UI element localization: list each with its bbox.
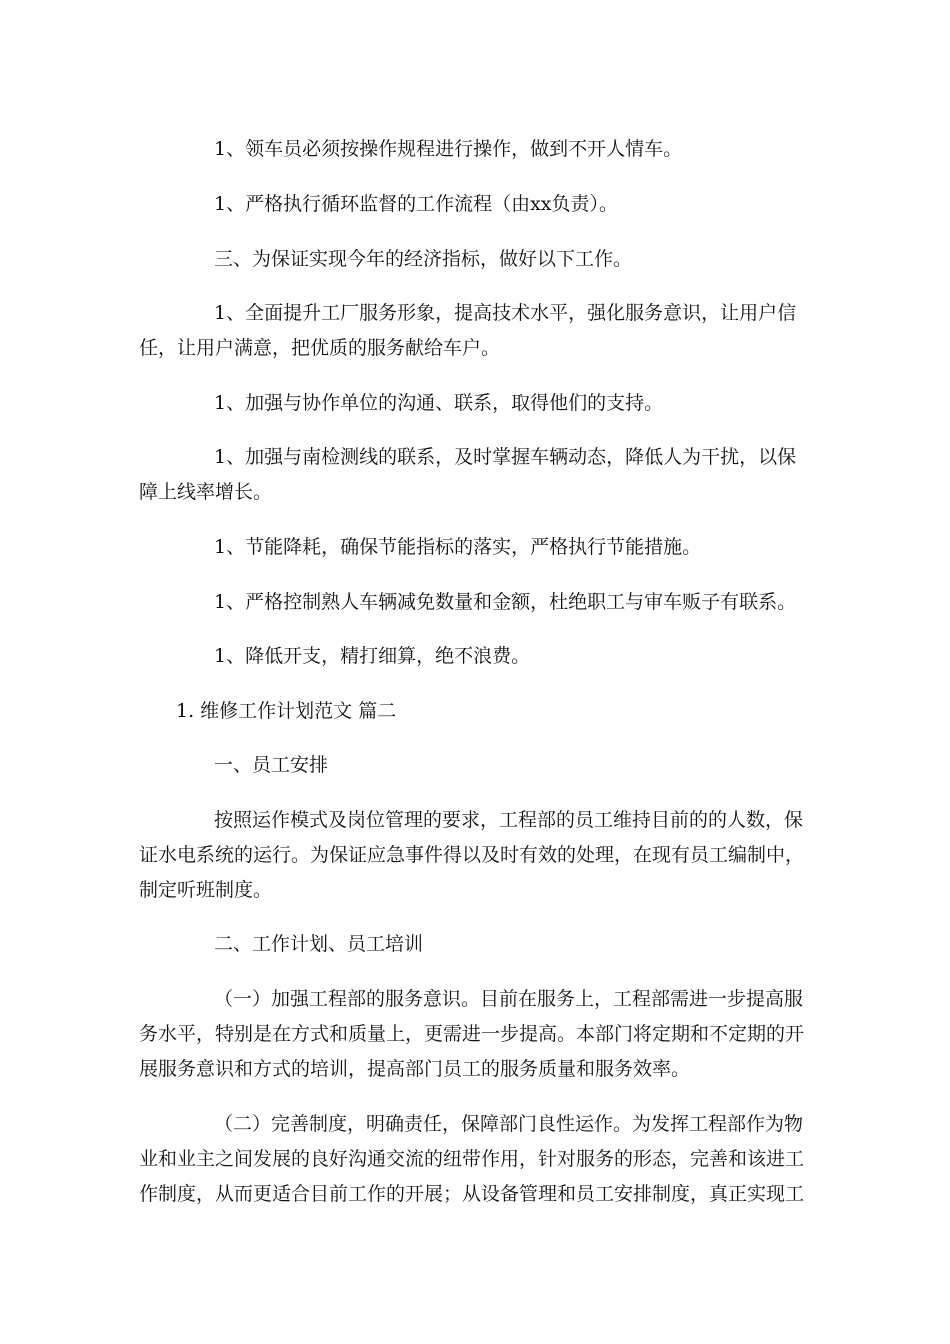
paragraph-line: 制定听班制度。 (139, 879, 273, 901)
paragraph-line: （一）加强工程部的服务意识。目前在服务上，工程部需进一步提高服 (214, 988, 804, 1010)
paragraph-line: 1、严格执行循环监督的工作流程（由xx负责）。 (214, 193, 619, 215)
section-heading-staff (214, 748, 328, 783)
paragraph-line: 1、严格控制熟人车辆减免数量和金额，杜绝职工与审车贩子有联系。 (214, 591, 797, 613)
paragraph-line: （二）完善制度，明确责任，保障部门良性运作。为发挥工程部作为物 (214, 1113, 804, 1135)
paragraph-line: 展服务意识和方式的培训，提高部门员工的服务质量和服务效率。 (139, 1058, 691, 1080)
paragraph-8 (214, 585, 796, 620)
paragraph-5 (214, 386, 663, 421)
paragraph-staff (139, 803, 804, 908)
paragraph-line: 任，让用户满意，把优质的服务献给车户。 (139, 337, 501, 359)
paragraph-service (139, 982, 804, 1087)
paragraph-line: 一、员工安排 (214, 754, 329, 776)
paragraph-6 (139, 440, 796, 510)
article-title (176, 694, 396, 729)
paragraph-9 (214, 639, 530, 674)
section-heading-plan (214, 927, 423, 962)
paragraph-line: 1、节能降耗，确保节能指标的落实，严格执行节能措施。 (214, 536, 702, 558)
paragraph-line: 1、加强与南检测线的联系，及时掌握车辆动态，降低人为干扰，以保 (214, 446, 797, 468)
paragraph-4 (139, 296, 796, 366)
paragraph-line: 三、为保证实现今年的经济指标，做好以下工作。 (214, 248, 633, 270)
paragraph-2 (214, 187, 618, 222)
paragraph-line: 按照运作模式及岗位管理的要求，工程部的员工维持目前的的人数，保 (214, 809, 804, 831)
paragraph-system (139, 1107, 804, 1212)
paragraph-line: 1、降低开支，精打细算，绝不浪费。 (214, 645, 531, 667)
paragraph-1 (214, 132, 682, 167)
paragraph-line: 1、全面提升工厂服务形象，提高技术水平，强化服务意识，让用户信 (214, 302, 797, 324)
paragraph-line: 业和业主之间发展的良好沟通交流的纽带作用，针对服务的形态，完善和该进工 (139, 1148, 805, 1170)
paragraph-line: 务水平，特别是在方式和质量上，更需进一步提高。本部门将定期和不定期的开 (139, 1023, 805, 1045)
section-heading-3 (214, 242, 632, 277)
paragraph-7 (214, 530, 701, 565)
paragraph-line: 障上线率增长。 (139, 481, 273, 503)
paragraph-line: 二、工作计划、员工培训 (214, 933, 424, 955)
paragraph-line: 证水电系统的运行。为保证应急事件得以及时有效的处理，在现有员工编制中， (139, 844, 805, 866)
paragraph-line: 1. 维修工作计划范文 篇二 (176, 700, 397, 722)
paragraph-line: 作制度，从而更适合目前工作的开展；从设备管理和员工安排制度，真正实现工 (139, 1183, 805, 1205)
paragraph-line: 1、加强与协作单位的沟通、联系，取得他们的支持。 (214, 392, 664, 414)
paragraph-line: 1、领车员必须按操作规程进行操作，做到不开人情车。 (214, 138, 683, 160)
